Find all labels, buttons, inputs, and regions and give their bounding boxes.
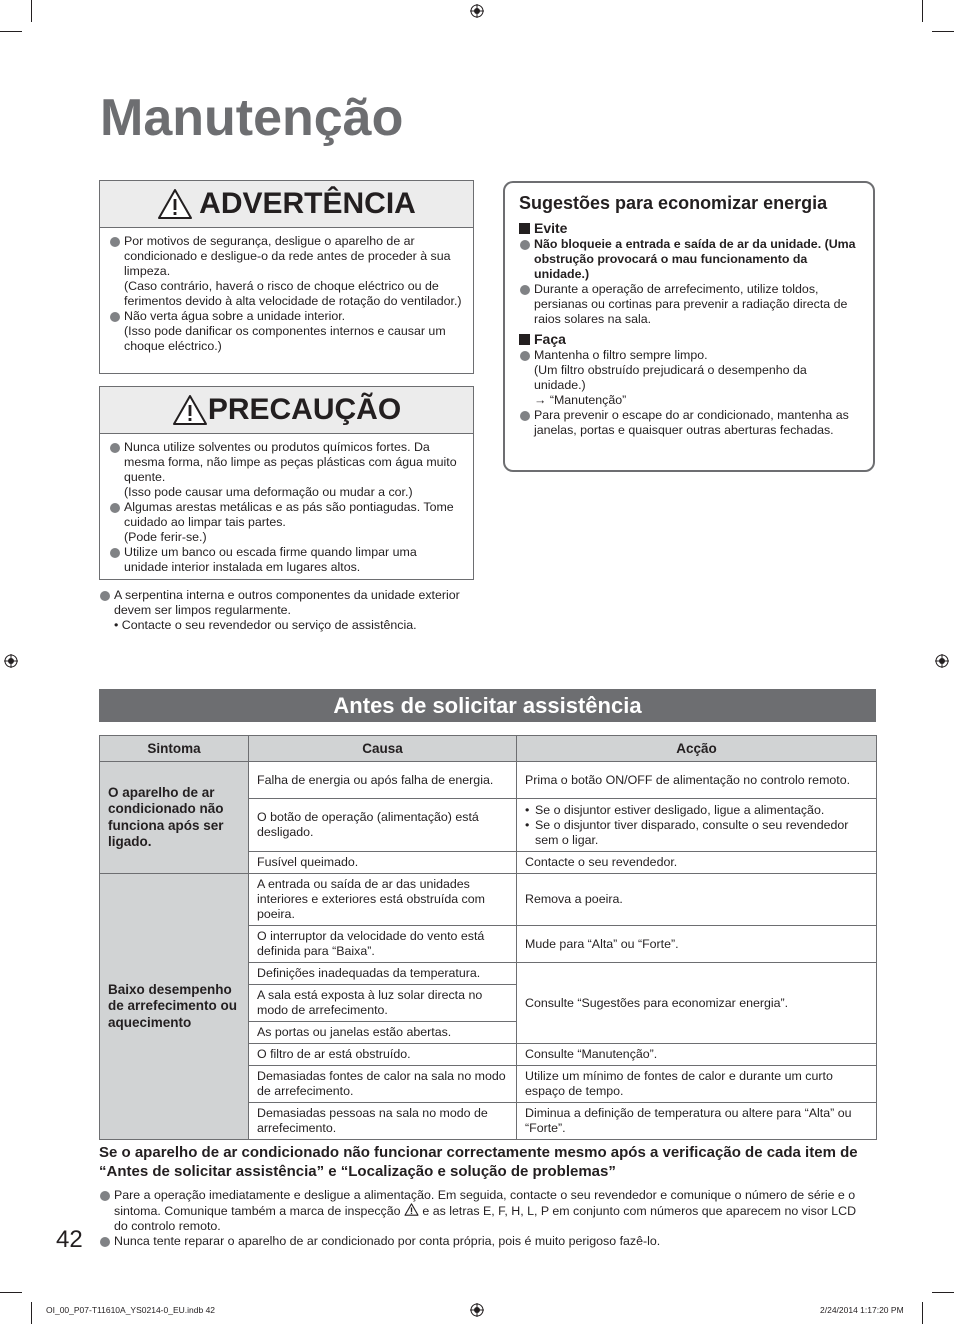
- page-title: Manutenção: [100, 89, 404, 147]
- table-row: [100, 874, 877, 926]
- caution-box: [99, 386, 474, 580]
- action-cell: Consulte “Manutenção”.: [517, 1044, 877, 1066]
- list-item: Para prevenir o escape do ar condicionado, mantenha as janelas, portas e quaisquer outras aberturas fechadas.: [519, 408, 859, 438]
- square-bullet-icon: [519, 334, 530, 345]
- cause-cell: Fusível queimado.: [249, 852, 517, 874]
- table-row: [100, 762, 877, 799]
- list-item: [99, 1188, 869, 1234]
- column-header: Causa: [249, 736, 517, 762]
- registration-mark-icon: [4, 654, 18, 668]
- list-item: Durante a operação de arrefecimento, utilize toldos, persianas ou cortinas para prevenir a radiação directa de raios solares na sala.: [519, 282, 859, 327]
- action-cell: Remova a poeira.: [517, 874, 877, 926]
- crop-mark: [922, 1302, 923, 1324]
- do-label: Faça: [534, 331, 566, 347]
- coil-note: [99, 588, 469, 633]
- list-item: [99, 588, 469, 633]
- column-header: Acção: [517, 736, 877, 762]
- list-item: Por motivos de segurança, desligue o aparelho de ar condicionado e desligue-o da rede antes de proceder à sua limpeza. (Caso contrário, haverá o risco de choque eléctrico ou de ferimentos devido à alta velocidade de rotação do ventilador.): [109, 234, 463, 309]
- crop-mark: [932, 31, 954, 32]
- warning-box: [99, 180, 474, 374]
- list-item: Nunca utilize solventes ou produtos químicos fortes. Da mesma forma, não limpe as peças plásticas com água muito quente. (Isso pode causar uma deformação ou mudar a cor.): [109, 440, 463, 500]
- caution-list: [100, 434, 473, 575]
- cause-cell: Definições inadequadas da temperatura.: [249, 963, 517, 985]
- cause-cell: Demasiadas fontes de calor na sala no modo de arrefecimento.: [249, 1066, 517, 1103]
- registration-mark-icon: [470, 1303, 484, 1317]
- list-item: Mantenha o filtro sempre limpo. (Um filtro obstruído prejudicará o desempenho da unidade.) → “Manutenção”: [519, 348, 859, 408]
- crop-mark: [932, 1292, 954, 1293]
- cause-cell: O filtro de ar está obstruído.: [249, 1044, 517, 1066]
- do-list: [519, 348, 859, 438]
- action-cell: Utilize um mínimo de fontes de calor e durante um curto espaço de tempo.: [517, 1066, 877, 1103]
- crop-mark: [0, 31, 22, 32]
- coil-note-sub: • Contacte o seu revendedor ou serviço de assistência.: [114, 618, 417, 632]
- cause-cell: Falha de energia ou após falha de energia.: [249, 762, 517, 799]
- cause-cell: Demasiadas pessoas na sala no modo de arrefecimento.: [249, 1103, 517, 1140]
- cause-cell: O interruptor da velocidade do vento está definida para “Baixa”.: [249, 926, 517, 963]
- final-item-text: Pare a operação imediatamente e desligue a alimentação. Em seguida, contacte o seu revendedor e comunique o número de série e o sintoma. Comunique também a marca de inspecção: [114, 1188, 856, 1218]
- cause-cell: A entrada ou saída de ar das unidades interiores e exteriores está obstruída com poeira.: [249, 874, 517, 926]
- section-heading-bar: [99, 689, 876, 722]
- energy-tips-box: [503, 181, 875, 472]
- caution-header: [100, 387, 473, 434]
- page-number: 42: [56, 1226, 83, 1253]
- cause-cell: A sala está exposta à luz solar directa no modo de arrefecimento.: [249, 985, 517, 1022]
- list-item: Nunca tente reparar o aparelho de ar condicionado por conta própria, pois é muito perigoso fazê-lo.: [99, 1234, 869, 1249]
- footer-file: OI_00_P07-T11610A_YS0214-0_EU.indb 42: [46, 1305, 216, 1315]
- warning-header: [100, 181, 473, 228]
- final-list: [99, 1188, 869, 1249]
- list-item: • Se o disjuntor estiver desligado, ligue a alimentação.: [525, 803, 868, 818]
- tips-title: Sugestões para economizar energia: [519, 193, 828, 213]
- warning-list: [100, 228, 473, 354]
- action-list: [525, 803, 868, 848]
- footer-date: 2/24/2014 1:17:20 PM: [820, 1305, 904, 1315]
- cause-cell: O botão de operação (alimentação) está desligado.: [249, 799, 517, 852]
- symptom-cell: Baixo desempenho de arrefecimento ou aquecimento: [100, 874, 249, 1140]
- avoid-label: Evite: [534, 220, 568, 236]
- final-heading: Se o aparelho de ar condicionado não funcionar correctamente mesmo após a verificação de cada item de “Antes de solicitar assistência” e “Localização e solução de problemas”: [99, 1144, 858, 1180]
- final-item-text: e as letras E, F, H, L, P em conjunto com números que aparecem no visor LCD do controlo remoto.: [114, 1204, 857, 1233]
- warning-triangle-icon: [157, 188, 193, 220]
- warning-heading: ADVERTÊNCIA: [199, 187, 416, 220]
- action-cell: Diminua a definição de temperatura ou altere para “Alta” ou “Forte”.: [517, 1103, 877, 1140]
- action-cell: Contacte o seu revendedor.: [517, 852, 877, 874]
- avoid-subheading: [519, 220, 859, 236]
- registration-mark-icon: [470, 4, 484, 18]
- symptom-cell: O aparelho de ar condicionado não funciona após ser ligado.: [100, 762, 249, 874]
- coil-note-text: A serpentina interna e outros componentes da unidade exterior devem ser limpos regularmente.: [114, 588, 460, 617]
- list-item: Não bloqueie a entrada e saída de ar da unidade. (Uma obstrução provocará o mau funcionamento da unidade.): [519, 237, 859, 282]
- column-header: Sintoma: [100, 736, 249, 762]
- registration-mark-icon: [935, 654, 949, 668]
- crop-mark: [922, 0, 923, 22]
- warning-triangle-icon: [404, 1203, 419, 1216]
- cause-cell: As portas ou janelas estão abertas.: [249, 1022, 517, 1044]
- caution-heading: PRECAUÇÃO: [207, 393, 402, 426]
- action-cell: Mude para “Alta” ou “Forte”.: [517, 926, 877, 963]
- section-heading: Antes de solicitar assistência: [333, 692, 642, 718]
- crop-mark: [0, 1292, 22, 1293]
- list-item: Algumas arestas metálicas e as pás são pontiagudas. Tome cuidado ao limpar tais partes. (Pode ferir-se.): [109, 500, 463, 545]
- action-cell: Consulte “Sugestões para economizar energia”.: [517, 963, 877, 1044]
- square-bullet-icon: [519, 223, 530, 234]
- action-cell: [517, 799, 877, 852]
- troubleshooting-table: [99, 735, 877, 1140]
- crop-mark: [31, 1302, 32, 1324]
- action-cell: Prima o botão ON/OFF de alimentação no controlo remoto.: [517, 762, 877, 799]
- table-header-row: [100, 736, 877, 762]
- avoid-list: [519, 237, 859, 327]
- caution-triangle-icon: [172, 394, 208, 426]
- crop-mark: [31, 0, 32, 22]
- list-item: Utilize um banco ou escada firme quando limpar uma unidade interior instalada em lugares altos.: [109, 545, 463, 575]
- list-item: Não verta água sobre a unidade interior. (Isso pode danificar os componentes internos e causar um choque eléctrico.): [109, 309, 463, 354]
- do-subheading: [519, 331, 859, 347]
- list-item: • Se o disjuntor tiver disparado, consulte o seu revendedor sem o ligar.: [525, 818, 868, 848]
